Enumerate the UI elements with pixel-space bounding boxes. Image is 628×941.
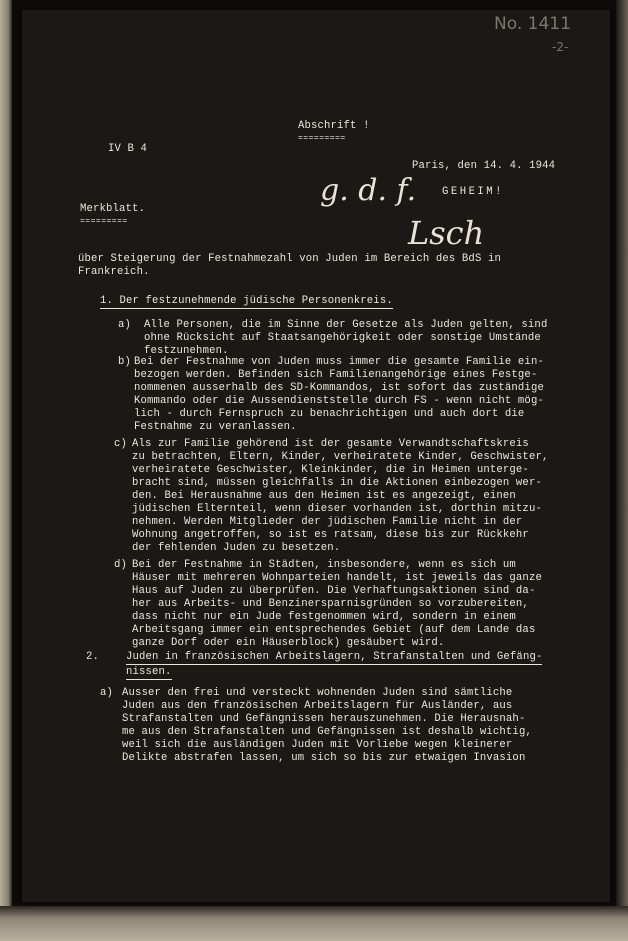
section-2-heading xyxy=(126,651,542,664)
item-line: lich - durch Fernspruch zu benachrichtigen und auch dort die xyxy=(134,408,525,420)
item-line: Alle Personen, die im Sinne der Gesetze als Juden gelten, sind xyxy=(144,319,548,331)
item-line: festzunehmen. xyxy=(144,345,229,357)
item-line: Festnahme zu veranlassen. xyxy=(134,421,297,433)
item-line: nehmen. Werden Mitglieder der jüdischen Familie nicht in der xyxy=(132,516,523,528)
document-title: Merkblatt. xyxy=(80,203,146,215)
item-line: Wohnung angetroffen, so ist es ratsam, diese bis zur Rückkehr xyxy=(132,529,529,541)
paper-edge-left xyxy=(0,0,12,941)
handwritten-initials: g. d. f. xyxy=(320,173,417,208)
item-line: bracht sind, müssen gleichfalls in die Aktionen einbezogen wer- xyxy=(132,477,542,489)
item-line: Haus auf Juden zu überprüfen. Die Verhaftungsaktionen sind da- xyxy=(132,585,536,597)
item-label: a) xyxy=(118,319,132,331)
item-line: Bei der Festnahme in Städten, insbesondere, wenn es sich um xyxy=(132,559,516,571)
item-label: b) xyxy=(118,356,132,368)
section-2-heading-line: nissen. xyxy=(126,666,172,678)
item-line: Als zur Familie gehörend ist der gesamte Verwandtschaftskreis xyxy=(132,438,529,450)
item-line: weil sich die ausländigen Juden mit Vorliebe wegen kleinerer xyxy=(122,739,513,751)
item-line: me aus den Strafanstalten und Gefängnissen ist deshalb wichtig, xyxy=(122,726,532,738)
place-date: Paris, den 14. 4. 1944 xyxy=(412,160,556,172)
item-line: den. Bei Herausnahme aus den Heimen ist es angezeigt, einen xyxy=(132,490,516,502)
item-line: Kommando oder die Aussendienststelle durch FS - wenn nicht mög- xyxy=(134,395,544,407)
item-line: ganze Dorf oder ein Häuserblock) gesäubert wird. xyxy=(132,637,445,649)
item-line: dass nicht nur ein Jude festgenommen wird, sondern in einem xyxy=(132,611,516,623)
item-line: bezogen werden. Befinden sich Familienangehörige eines Festge- xyxy=(134,369,538,381)
section-2-heading-line: Juden in französischen Arbeitslagern, Strafanstalten und Gefäng- xyxy=(126,651,543,663)
section-1-heading-text: 1. Der festzunehmende jüdische Personenkreis. xyxy=(100,295,393,307)
item-label: a) xyxy=(100,687,114,699)
item-line: verheiratete Geschwister, Kleinkinder, die in Heimen unterge- xyxy=(132,464,529,476)
item-line: der fehlenden Juden zu besetzen. xyxy=(132,542,341,554)
item-line: Bei der Festnahme von Juden muss immer die gesamte Familie ein- xyxy=(134,356,544,368)
section-2-number: 2. xyxy=(86,651,100,663)
item-line: Häuser mit mehreren Wohnparteien handelt, ist jeweils das ganze xyxy=(132,572,542,584)
item-line: her aus Arbeits- und Benzinersparnisgründen so vorzubereiten, xyxy=(132,598,529,610)
item-line: zu betrachten, Eltern, Kinder, verheiratete Kinder, Geschwister, xyxy=(132,451,549,463)
item-line: ohne Rücksicht auf Staatsangehörigkeit oder sonstige Umstände xyxy=(144,332,541,344)
abschrift-label: Abschrift ! xyxy=(298,120,370,132)
paper-edge-right xyxy=(616,0,628,941)
item-line: Arbeitsgang immer ein entsprechendes Gebiet (auf dem Lande das xyxy=(132,624,536,636)
item-line: Juden aus den französischen Arbeitslagern für Ausländer, aus xyxy=(122,700,513,712)
abschrift-rule: ========= xyxy=(298,134,346,143)
section-1-heading xyxy=(100,295,393,308)
archive-subnumber: -2- xyxy=(552,40,569,54)
paper-edge-bottom xyxy=(0,906,628,941)
item-line: Ausser den frei und versteckt wohnenden Juden sind sämtliche xyxy=(122,687,513,699)
office-code: IV B 4 xyxy=(108,143,148,155)
item-line: jüdischen Elternteil, wenn dieser vorhanden ist, dorthin mitzu- xyxy=(132,503,542,515)
item-label: c) xyxy=(114,438,128,450)
subject-line: über Steigerung der Festnahmezahl von Juden im Bereich des BdS in xyxy=(78,253,501,265)
subject-line: Frankreich. xyxy=(78,266,150,278)
item-line: Delikte abstrafen lassen, um sich so bis zur etwaigen Invasion xyxy=(122,752,526,764)
secret-mark: GEHEIM! xyxy=(442,186,505,198)
item-line: Strafanstalten und Gefängnissen herauszunehmen. Die Herausnah- xyxy=(122,713,526,725)
item-label: d) xyxy=(114,559,128,571)
document-page xyxy=(22,10,610,902)
section-2-heading-cont xyxy=(126,666,172,679)
archive-number: No. 1411 xyxy=(494,14,571,34)
title-rule: ========= xyxy=(80,217,128,226)
item-line: nommenen ausserhalb des SD-Kommandos, ist sofort das zuständige xyxy=(134,382,544,394)
handwritten-signature: Lsch xyxy=(408,214,485,252)
